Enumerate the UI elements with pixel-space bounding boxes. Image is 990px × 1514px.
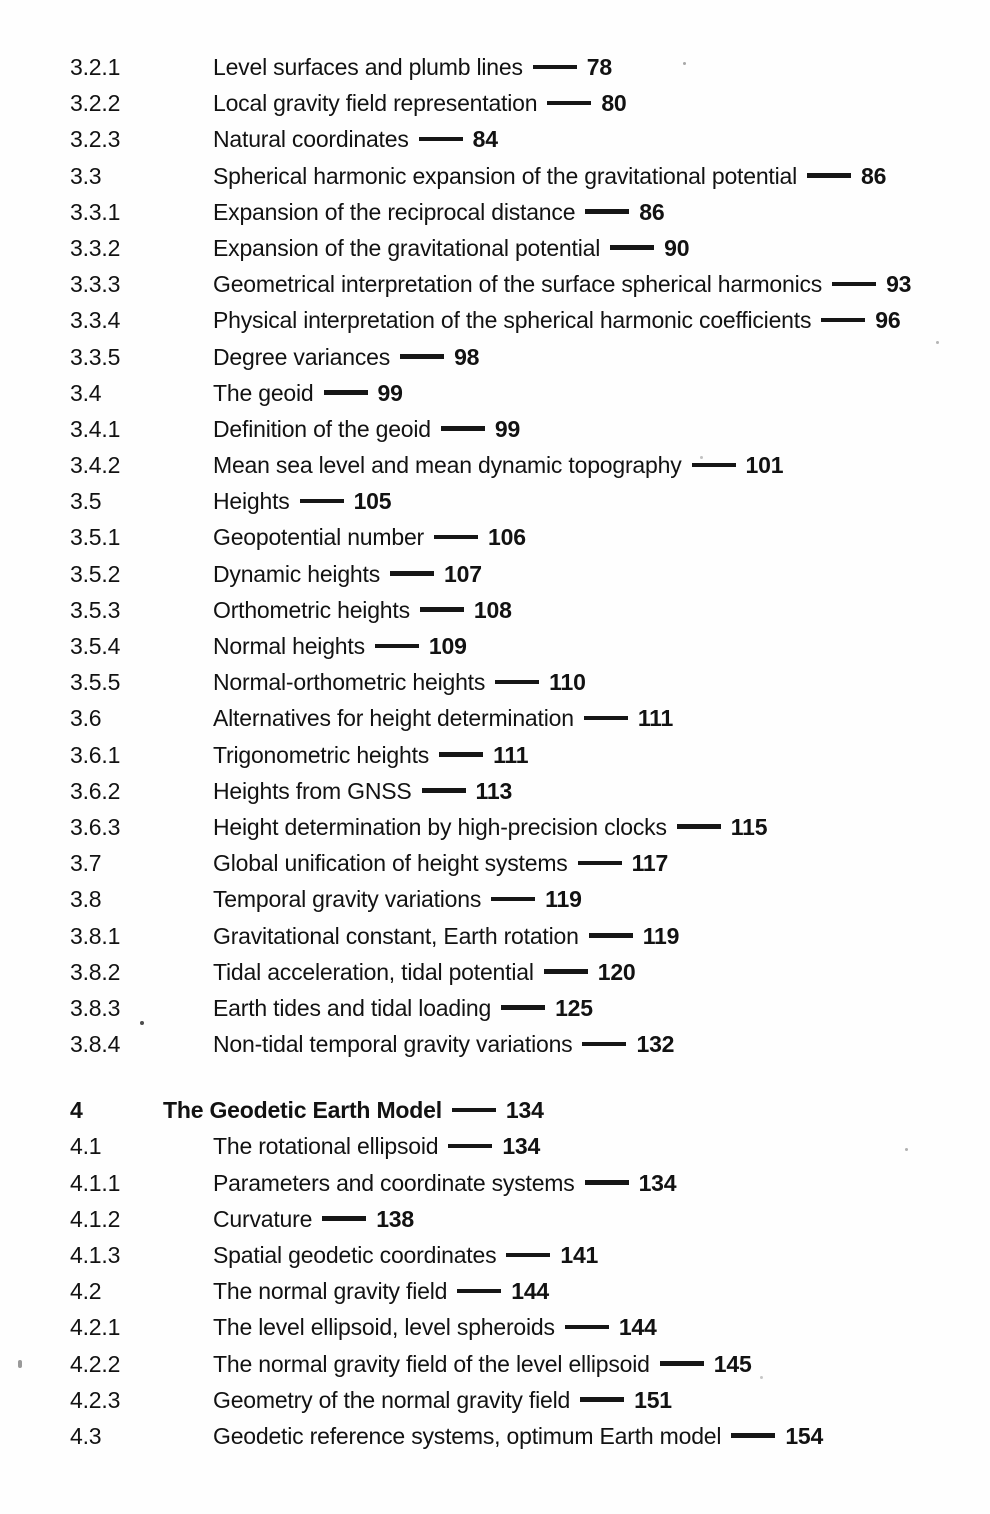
leader-dash <box>495 680 539 685</box>
page-number: 113 <box>475 777 513 804</box>
toc-entry <box>0 1165 990 1201</box>
section-number: 3.3.4 <box>70 307 121 334</box>
scan-speck <box>905 1148 908 1151</box>
toc-entry <box>0 1309 990 1345</box>
section-number: 3.3.2 <box>70 234 121 261</box>
toc-entry <box>0 1128 990 1164</box>
leader-dash <box>324 390 368 395</box>
page-number: 120 <box>597 958 636 985</box>
toc-entry <box>0 628 990 664</box>
toc-entry <box>0 1201 990 1237</box>
toc-entry <box>0 556 990 592</box>
toc-entry <box>0 339 990 375</box>
scan-speck <box>18 1360 22 1368</box>
page-number: 132 <box>636 1031 675 1058</box>
section-title: Alternatives for height determination <box>213 705 574 732</box>
toc-entry <box>0 519 990 555</box>
section-title: Height determination by high-precision clocks <box>213 813 667 840</box>
leader-dash <box>585 209 629 214</box>
page-number: 93 <box>886 271 912 298</box>
section-number: 4.1.2 <box>70 1205 121 1232</box>
toc-entry <box>0 1026 990 1062</box>
section-title: Gravitational constant, Earth rotation <box>213 922 579 949</box>
page-number: 117 <box>631 850 669 877</box>
section-title: Global unification of height systems <box>213 850 568 877</box>
toc-entry <box>0 49 990 85</box>
toc-entry <box>0 483 990 519</box>
page-number: 125 <box>555 994 593 1021</box>
section-title: Heights from GNSS <box>213 777 412 804</box>
toc-entry <box>0 1382 990 1418</box>
page-number: 154 <box>785 1422 824 1449</box>
section-number: 3.3 <box>70 162 102 189</box>
section-number: 3.8.1 <box>70 922 121 949</box>
section-number: 3.2.3 <box>70 126 121 153</box>
section-title: Level surfaces and plumb lines <box>213 54 523 80</box>
toc-entry <box>0 1237 990 1273</box>
section-number: 3.5 <box>70 488 102 515</box>
page-number: 134 <box>638 1169 677 1196</box>
toc-entry <box>0 809 990 845</box>
toc-entry <box>0 375 990 411</box>
leader-dash <box>731 1433 775 1438</box>
page-number: 119 <box>642 922 680 949</box>
section-number: 4.3 <box>70 1422 102 1449</box>
page-number: 78 <box>586 54 612 80</box>
section-title: Geopotential number <box>213 524 425 551</box>
section-title: Expansion of the gravitational potential <box>213 234 601 261</box>
section-number: 3.6.3 <box>70 813 121 840</box>
section-number: 3.6 <box>70 705 102 732</box>
section-number: 3.7 <box>70 850 102 877</box>
toc-entry <box>0 266 990 302</box>
page-number: 96 <box>875 307 901 334</box>
scan-speck <box>936 341 939 344</box>
section-title: Tidal acceleration, tidal potential <box>213 958 534 985</box>
page-number: 101 <box>745 452 784 479</box>
section-number: 3.6.1 <box>70 741 121 768</box>
section-title: Geodetic reference systems, optimum Earth model <box>213 1422 722 1449</box>
section-title: Expansion of the reciprocal distance <box>213 198 576 225</box>
toc-entry <box>0 1273 990 1309</box>
page-number: 109 <box>428 633 467 659</box>
section-number: 3.8.3 <box>70 994 121 1021</box>
section-title: The rotational ellipsoid <box>213 1133 439 1160</box>
section-title: Geometry of the normal gravity field <box>213 1386 571 1413</box>
leader-dash <box>400 354 444 359</box>
section-title: The normal gravity field of the level ellipsoid <box>213 1350 650 1377</box>
toc-entry <box>0 447 990 483</box>
page-number: 111 <box>493 741 529 768</box>
page-number: 134 <box>502 1133 541 1160</box>
page-number: 111 <box>637 705 674 732</box>
toc-entry <box>0 700 990 736</box>
toc-entry <box>0 918 990 954</box>
toc-entry <box>0 990 990 1026</box>
leader-dash <box>390 571 434 576</box>
section-number: 3.3.1 <box>70 198 121 225</box>
section-title: Earth tides and tidal loading <box>213 994 492 1021</box>
section-title: The level ellipsoid, level spheroids <box>213 1314 555 1341</box>
section-number: 3.5.4 <box>70 633 121 659</box>
page-number: 107 <box>444 560 482 587</box>
toc-list <box>0 49 990 1454</box>
toc-entry <box>0 592 990 628</box>
section-number: 4.2 <box>70 1278 102 1305</box>
scan-speck <box>683 62 686 65</box>
section-number: 3.2.2 <box>70 90 121 117</box>
leader-dash <box>439 752 483 757</box>
leader-dash <box>506 1253 550 1258</box>
leader-dash <box>589 933 633 938</box>
toc-entry <box>0 1092 990 1128</box>
section-number: 4.2.1 <box>70 1314 121 1341</box>
toc-entry <box>0 411 990 447</box>
leader-dash <box>610 245 654 250</box>
page-number: 86 <box>639 198 665 225</box>
section-title: Temporal gravity variations <box>213 886 482 913</box>
section-number: 3.6.2 <box>70 777 121 804</box>
section-title: Normal heights <box>213 633 365 659</box>
leader-dash <box>544 969 588 974</box>
section-number: 3.5.5 <box>70 669 121 696</box>
scan-speck <box>760 1376 763 1379</box>
section-number: 4.1.3 <box>70 1242 121 1268</box>
section-title: The geoid <box>213 379 314 406</box>
section-number: 4.1 <box>70 1133 102 1160</box>
section-number: 3.8.4 <box>70 1031 121 1058</box>
toc-entry <box>0 664 990 700</box>
scan-speck <box>140 1021 144 1025</box>
section-title: The normal gravity field <box>213 1278 448 1305</box>
section-number: 3.5.1 <box>70 524 121 551</box>
toc-entry <box>0 954 990 990</box>
toc-entry <box>0 158 990 194</box>
page-number: 86 <box>861 162 887 189</box>
section-number: 3.8 <box>70 886 102 913</box>
toc-entry <box>0 1418 990 1454</box>
section-title: Orthometric heights <box>213 596 410 623</box>
toc-entry <box>0 121 990 157</box>
leader-dash <box>807 173 851 178</box>
leader-dash <box>565 1325 609 1330</box>
leader-dash <box>457 1289 501 1294</box>
toc-entry <box>0 737 990 773</box>
section-title: Natural coordinates <box>213 126 409 153</box>
toc-entry <box>0 230 990 266</box>
section-title: Mean sea level and mean dynamic topography <box>213 452 682 479</box>
page-number: 90 <box>664 234 690 261</box>
section-title: Spatial geodetic coordinates <box>213 1242 497 1268</box>
toc-entry <box>0 881 990 917</box>
leader-dash <box>578 861 622 866</box>
section-title: Physical interpretation of the spherical harmonic coefficients <box>213 307 812 334</box>
page-number: 84 <box>472 126 498 153</box>
page-number: 99 <box>377 379 403 406</box>
section-title: Geometrical interpretation of the surface spherical harmonics <box>213 271 823 298</box>
leader-dash <box>582 1042 626 1047</box>
page-number: 106 <box>488 524 526 551</box>
leader-dash <box>375 644 419 649</box>
page-number: 108 <box>473 596 512 623</box>
page-number: 110 <box>549 669 586 696</box>
leader-dash <box>452 1108 496 1113</box>
section-title: Dynamic heights <box>213 560 381 587</box>
leader-dash <box>419 137 463 142</box>
toc-entry <box>0 85 990 121</box>
leader-dash <box>300 499 344 504</box>
page-number: 98 <box>454 343 480 370</box>
section-title: Definition of the geoid <box>213 415 431 442</box>
section-title: Parameters and coordinate systems <box>213 1169 575 1196</box>
section-title: Normal-orthometric heights <box>213 669 486 696</box>
toc-entry <box>0 1346 990 1382</box>
page-number: 99 <box>494 415 521 442</box>
section-title: Trigonometric heights <box>213 741 430 768</box>
page-number: 134 <box>505 1097 544 1124</box>
section-title: The Geodetic Earth Model <box>163 1097 442 1124</box>
page-number: 138 <box>376 1205 414 1232</box>
leader-dash <box>584 716 628 721</box>
leader-dash <box>692 463 736 468</box>
page-number: 151 <box>634 1386 672 1413</box>
leader-dash <box>448 1144 492 1149</box>
section-number: 3.5.3 <box>70 596 121 623</box>
leader-dash <box>441 426 485 431</box>
section-number: 4 <box>70 1097 83 1124</box>
toc-entry <box>0 194 990 230</box>
leader-dash <box>547 101 591 106</box>
leader-dash <box>322 1216 366 1221</box>
leader-dash <box>832 282 876 287</box>
toc-entry <box>0 302 990 338</box>
section-number: 3.4.1 <box>70 415 121 442</box>
leader-dash <box>585 1180 629 1185</box>
section-title: Degree variances <box>213 343 391 370</box>
section-title: Non-tidal temporal gravity variations <box>213 1031 573 1058</box>
leader-dash <box>420 607 464 612</box>
scan-speck <box>700 456 703 459</box>
page-number: 115 <box>730 813 768 840</box>
section-number: 3.8.2 <box>70 958 121 985</box>
leader-dash <box>422 788 466 793</box>
section-number: 3.5.2 <box>70 560 121 587</box>
section-number: 3.3.3 <box>70 271 121 298</box>
section-number: 3.4 <box>70 379 102 406</box>
leader-dash <box>821 318 865 323</box>
page-number: 144 <box>618 1314 657 1341</box>
page-number: 145 <box>713 1350 752 1377</box>
leader-dash <box>660 1361 704 1366</box>
section-title: Local gravity field representation <box>213 90 538 117</box>
page-number: 80 <box>601 90 627 117</box>
section-number: 3.2.1 <box>70 54 121 80</box>
leader-dash <box>491 897 535 902</box>
section-title: Curvature <box>213 1205 313 1232</box>
page-number: 144 <box>511 1278 550 1305</box>
section-number: 3.3.5 <box>70 343 121 370</box>
section-title: Heights <box>213 488 290 515</box>
leader-dash <box>434 535 478 540</box>
leader-dash <box>677 824 721 829</box>
toc-entry <box>0 773 990 809</box>
section-number: 4.2.2 <box>70 1350 121 1377</box>
section-number: 4.1.1 <box>70 1169 121 1196</box>
section-number: 4.2.3 <box>70 1386 121 1413</box>
leader-dash <box>533 65 577 70</box>
leader-dash <box>501 1005 545 1010</box>
leader-dash <box>580 1397 624 1402</box>
page-number: 105 <box>353 488 392 515</box>
section-title: Spherical harmonic expansion of the gravitational potential <box>213 162 798 189</box>
page-number: 141 <box>560 1242 599 1268</box>
section-number: 3.4.2 <box>70 452 121 479</box>
page-number: 119 <box>545 886 582 913</box>
toc-entry <box>0 845 990 881</box>
